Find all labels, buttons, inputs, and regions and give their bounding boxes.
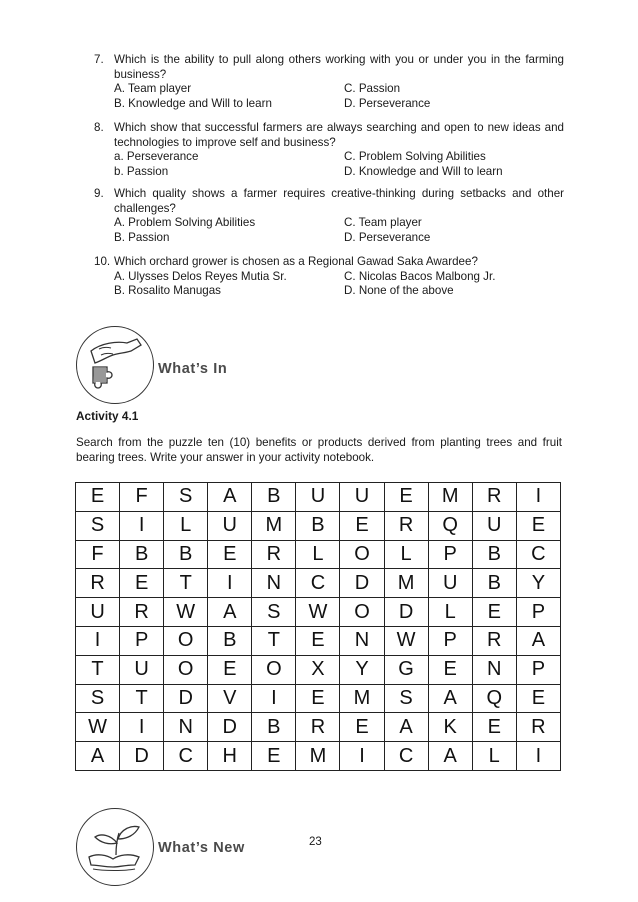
grid-cell: R <box>472 626 516 655</box>
grid-cell: C <box>516 540 560 569</box>
grid-cell: R <box>76 569 120 598</box>
grid-cell: I <box>252 684 296 713</box>
option-a: A. Team player <box>114 82 192 95</box>
section-title: What’s In <box>158 361 228 377</box>
grid-cell: I <box>120 713 164 742</box>
grid-cell: M <box>384 569 428 598</box>
grid-cell: I <box>516 483 560 512</box>
grid-row <box>76 511 561 540</box>
option-b: B. Rosalito Manugas <box>114 284 221 297</box>
option-d: D. None of the above <box>344 284 454 297</box>
options <box>114 216 564 245</box>
grid-cell: N <box>472 655 516 684</box>
grid-cell: E <box>252 742 296 771</box>
grid-cell: W <box>164 598 208 627</box>
grid-cell: E <box>120 569 164 598</box>
grid-cell: Y <box>516 569 560 598</box>
option-b: B. Knowledge and Will to learn <box>114 96 272 110</box>
grid-row <box>76 626 561 655</box>
grid-row <box>76 483 561 512</box>
grid-cell: I <box>76 626 120 655</box>
grid-cell: A <box>384 713 428 742</box>
option-a: A. Problem Solving Abilities <box>114 216 256 229</box>
grid-row <box>76 598 561 627</box>
activity-instructions: Search from the puzzle ten (10) benefits or products derived from planting trees and fruit bearing trees. Write your answer in your activity notebook. <box>76 436 562 464</box>
question-text: Which is the ability to pull along others working with you or under you in the farming business? <box>114 53 564 81</box>
grid-cell: I <box>340 742 384 771</box>
grid-cell: E <box>516 511 560 540</box>
grid-cell: I <box>208 569 252 598</box>
grid-cell: M <box>340 684 384 713</box>
grid-cell: S <box>164 483 208 512</box>
grid-cell: T <box>252 626 296 655</box>
question-number: 10. <box>94 255 111 268</box>
grid-cell: E <box>384 483 428 512</box>
grid-cell: R <box>472 483 516 512</box>
grid-row <box>76 742 561 771</box>
grid-row <box>76 684 561 713</box>
grid-cell: A <box>208 598 252 627</box>
option-d: D. Knowledge and Will to learn <box>344 164 503 178</box>
question-number: 7. <box>94 53 104 66</box>
grid-cell: E <box>208 655 252 684</box>
grid-cell: K <box>428 713 472 742</box>
grid-cell: U <box>208 511 252 540</box>
grid-cell: A <box>208 483 252 512</box>
grid-cell: O <box>340 540 384 569</box>
grid-cell: E <box>76 483 120 512</box>
grid-cell: B <box>252 483 296 512</box>
grid-cell: W <box>384 626 428 655</box>
option-c: C. Nicolas Bacos Malbong Jr. <box>344 269 496 283</box>
question-text: Which show that successful farmers are always searching and open to new ideas and technologies to improve self and business? <box>114 121 564 149</box>
grid-cell: D <box>208 713 252 742</box>
option-a: a. Perseverance <box>114 150 199 163</box>
grid-cell: W <box>296 598 340 627</box>
grid-cell: S <box>252 598 296 627</box>
question-number: 9. <box>94 187 104 200</box>
grid-cell: E <box>340 511 384 540</box>
grid-cell: B <box>164 540 208 569</box>
grid-cell: P <box>428 540 472 569</box>
grid-cell: E <box>296 626 340 655</box>
grid-cell: R <box>120 598 164 627</box>
grid-cell: T <box>120 684 164 713</box>
grid-cell: R <box>252 540 296 569</box>
grid-cell: R <box>516 713 560 742</box>
grid-cell: O <box>340 598 384 627</box>
grid-cell: B <box>296 511 340 540</box>
grid-cell: E <box>472 713 516 742</box>
grid-row <box>76 569 561 598</box>
grid-cell: U <box>296 483 340 512</box>
hand-puzzle-icon <box>76 326 154 404</box>
grid-cell: R <box>384 511 428 540</box>
grid-cell: F <box>76 540 120 569</box>
grid-cell: D <box>340 569 384 598</box>
grid-cell: C <box>164 742 208 771</box>
question-9 <box>94 187 564 245</box>
options <box>114 150 564 179</box>
grid-cell: Q <box>472 684 516 713</box>
grid-cell: O <box>164 626 208 655</box>
grid-cell: U <box>76 598 120 627</box>
grid-cell: V <box>208 684 252 713</box>
grid-cell: N <box>340 626 384 655</box>
grid-cell: N <box>164 713 208 742</box>
word-search-grid <box>75 482 561 771</box>
grid-cell: X <box>296 655 340 684</box>
grid-cell: T <box>164 569 208 598</box>
activity-title: Activity 4.1 <box>76 409 139 423</box>
grid-cell: U <box>472 511 516 540</box>
grid-cell: P <box>120 626 164 655</box>
grid-cell: A <box>76 742 120 771</box>
grid-cell: B <box>120 540 164 569</box>
grid-cell: L <box>296 540 340 569</box>
grid-cell: F <box>120 483 164 512</box>
question-text: Which orchard grower is chosen as a Regional Gawad Saka Awardee? <box>114 255 478 268</box>
grid-cell: E <box>208 540 252 569</box>
question-10 <box>94 255 564 299</box>
grid-cell: I <box>120 511 164 540</box>
grid-cell: L <box>472 742 516 771</box>
grid-cell: A <box>516 626 560 655</box>
grid-cell: P <box>516 655 560 684</box>
option-b: b. Passion <box>114 164 169 178</box>
option-a: A. Ulysses Delos Reyes Mutia Sr. <box>114 269 287 283</box>
grid-cell: M <box>252 511 296 540</box>
grid-cell: E <box>340 713 384 742</box>
grid-cell: C <box>296 569 340 598</box>
grid-cell: L <box>428 598 472 627</box>
grid-cell: Y <box>340 655 384 684</box>
grid-cell: B <box>208 626 252 655</box>
grid-cell: H <box>208 742 252 771</box>
grid-cell: S <box>384 684 428 713</box>
grid-cell: S <box>76 511 120 540</box>
option-b: B. Passion <box>114 230 170 244</box>
grid-cell: B <box>252 713 296 742</box>
grid-cell: S <box>76 684 120 713</box>
grid-cell: D <box>384 598 428 627</box>
grid-cell: I <box>516 742 560 771</box>
grid-cell: E <box>472 598 516 627</box>
option-d: D. Perseverance <box>344 96 431 110</box>
grid-cell: B <box>472 569 516 598</box>
grid-cell: Q <box>428 511 472 540</box>
grid-cell: U <box>428 569 472 598</box>
option-c: C. Problem Solving Abilities <box>344 150 486 163</box>
grid-cell: G <box>384 655 428 684</box>
grid-cell: M <box>296 742 340 771</box>
grid-cell: C <box>384 742 428 771</box>
grid-cell: E <box>296 684 340 713</box>
section-title: What’s New <box>158 840 245 856</box>
grid-cell: E <box>516 684 560 713</box>
option-d: D. Perseverance <box>344 230 431 244</box>
grid-cell: O <box>252 655 296 684</box>
grid-cell: B <box>472 540 516 569</box>
grid-cell: P <box>428 626 472 655</box>
grid-cell: P <box>516 598 560 627</box>
grid-cell: L <box>164 511 208 540</box>
grid-cell: A <box>428 684 472 713</box>
grid-cell: U <box>340 483 384 512</box>
question-8 <box>94 121 564 179</box>
grid-cell: N <box>252 569 296 598</box>
grid-cell: O <box>164 655 208 684</box>
grid-cell: M <box>428 483 472 512</box>
grid-row <box>76 655 561 684</box>
question-7 <box>94 53 564 111</box>
page-number: 23 <box>309 836 322 848</box>
grid-cell: R <box>296 713 340 742</box>
option-c: C. Team player <box>344 216 422 229</box>
grid-cell: A <box>428 742 472 771</box>
grid-row <box>76 713 561 742</box>
grid-cell: D <box>164 684 208 713</box>
hand-plant-icon <box>76 808 154 886</box>
options <box>114 270 564 299</box>
grid-cell: L <box>384 540 428 569</box>
grid-cell: W <box>76 713 120 742</box>
grid-row <box>76 540 561 569</box>
grid-cell: D <box>120 742 164 771</box>
grid-cell: T <box>76 655 120 684</box>
options <box>114 82 564 111</box>
grid-cell: U <box>120 655 164 684</box>
question-number: 8. <box>94 121 104 134</box>
question-text: Which quality shows a farmer requires creative-thinking during setbacks and other challenges? <box>114 187 564 215</box>
grid-cell: E <box>428 655 472 684</box>
option-c: C. Passion <box>344 82 401 95</box>
